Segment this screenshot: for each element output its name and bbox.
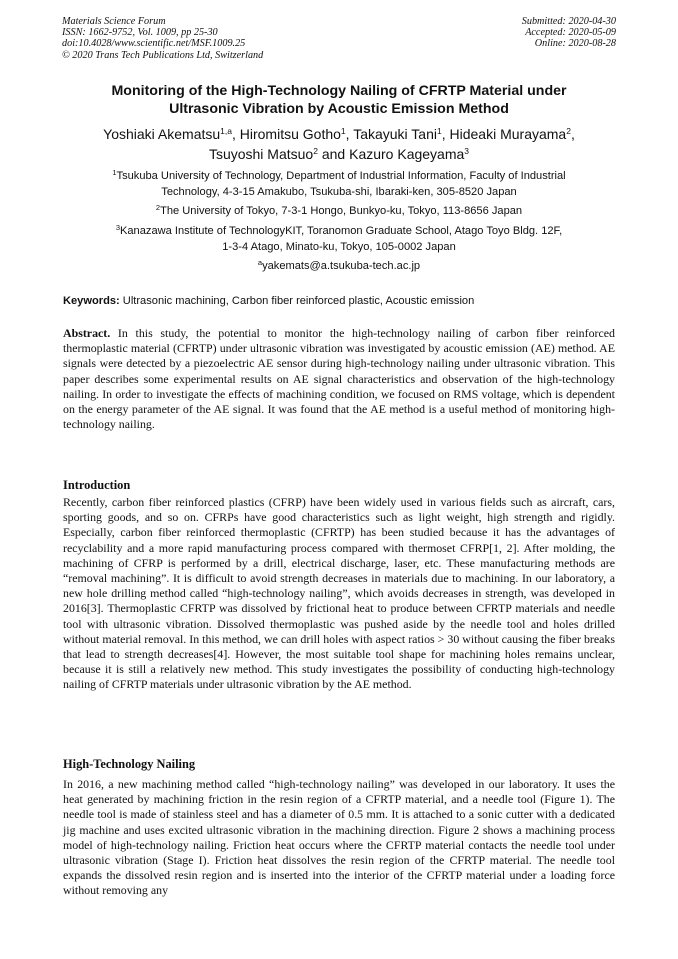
keywords-label: Keywords: xyxy=(63,295,120,307)
section-heading-high-technology-nailing: High-Technology Nailing xyxy=(63,757,196,771)
high-technology-nailing-paragraph: In 2016, a new machining method called “high-technology nailing” was developed in our laboratory. It uses the heat generated by machining friction in the resin region of a CFRTP material, and a needle tool (Figure 1). The needle tool is made of stainless steel and has a diameter of 0.5 mm. It is attached to a sonic cutter with a dedicated jig machine and uses excited ultrasonic vibration in the machining direction. Figure 2 shows a machining process model of high-technology nailing. Friction heat occurs where the CFRTP material contacts the needle tool under ultrasonic vibration (Stage I). Friction heat dissolves the resin region of the CFRTP material. The needle tool expands the dissolved resin region and is inserted into the interior of the CFRTP material under a loading force without removing any xyxy=(63,777,615,898)
keywords xyxy=(63,294,615,309)
title-line-1: Monitoring of the High-Technology Nailing of CFRTP Material under xyxy=(111,83,567,99)
affiliation-1: $^1$Tsukuba University of Technology, Department of Industrial Information, Faculty of Industrial Technology, 4-3-15 Amakubo, Tsukuba-shi, Ibaraki-ken, 305-8520 Japan xyxy=(112,168,566,198)
author-name: Hideaki Murayama xyxy=(449,126,567,142)
author-list: Yoshiaki Akematsu$^{1,a}$, Hiromitsu Gotho$^1$, Takayuki Tani$^1$, Hideaki Murayama$^2$, Tsuyoshi Matsuo$^2$ and Kazuro Kageyama$^3$ xyxy=(103,126,575,162)
journal-header xyxy=(62,16,263,61)
online-date: Online: 2020-08-28 xyxy=(534,38,616,50)
author-affiliation-mark: 2 xyxy=(566,126,571,136)
author-name: Hiromitsu Gotho xyxy=(239,126,341,142)
author-name: Tsuyoshi Matsuo xyxy=(208,146,314,162)
author-affiliation-mark: 1 xyxy=(340,126,346,136)
author-affiliation-mark: 3 xyxy=(464,146,470,156)
abstract xyxy=(63,326,615,432)
section-heading-introduction: Introduction xyxy=(63,478,131,492)
author-affiliation-mark: 2 xyxy=(313,146,318,156)
author-name: Yoshiaki Akematsu xyxy=(103,126,221,142)
email-address: yakemats@a.tsukuba-tech.ac.jp xyxy=(262,260,421,272)
affiliation-3: $^3$Kanazawa Institute of TechnologyKIT, Toranomon Graduate School, Atago Toyo Bldg. 12F, 1-3-4 Atago, Minato-ku, Tokyo, 105-0002 Japan xyxy=(115,223,563,253)
dates-header xyxy=(522,16,616,50)
journal-name: Materials Science Forum xyxy=(62,16,166,27)
author-email: $^a$yakemats@a.tsukuba-tech.ac.jp xyxy=(257,258,421,272)
journal-issn: ISSN: 1662-9752, Vol. 1009, pp 25-30 xyxy=(62,27,218,39)
introduction-paragraph: Recently, carbon fiber reinforced plastics (CFRP) have been widely used in various fields such as aircraft, cars, sporting goods, and so on. CFRPs have good characteristics such as light weight, high strength and rigidly. Especially, carbon fiber reinforced thermoplastic (CFRTP) has been studied because it has the advantages of recyclability and a more rapid manufacturing process compared with thermoset CFRP[1, 2]. After molding, the machining of CFRP is performed by a drill, electrical discharge, laser, etc. These manufacturing methods are “removal machining”. It is difficult to avoid strength decreases in materials due to machining. In our laboratory, a new hole drilling method called “high-technology nailing”, which avoids decreases in strength, was developed in 2016[3]. Thermoplastic CFRTP was dissolved by frictional heat to produce between CFRTP materials and needle tool with ultrasonic vibration. Dissolved thermoplastic was pushed aside by the needle tool and holes drilled without material removal. In this method, we can drill holes with aspect ratios > 30 without causing the fiber breaks that lead to strength decreases[4]. However, the most suitable tool shape for machining holes remains unclear, because it is still a relatively new method. This study investigates the possibility of conducting high-technology nailing of CFRTP materials under ultrasonic vibration by the AE method. xyxy=(63,495,615,692)
abstract-text: In this study, the potential to monitor the high-technology nailing of carbon fiber reinforced thermoplastic material (CFRTP) under ultrasonic vibration was investigated by acoustic emission (AE) method. AE signals were detected by a piezoelectric AE sensor during high-technology nailing under ultrasonic vibration. This paper describes some experimental results on AE signal characteristics and observation of the high-technology nailing. In order to investigate the effects of machining condition, we focused on RMS voltage, which is dependent on the energy parameter of the AE signal. It was found that the AE method is a useful method of monitoring high-technology nailing. xyxy=(63,326,615,432)
abstract-label: Abstract. xyxy=(63,326,111,340)
affiliation-2: $^2$The University of Tokyo, 7-3-1 Hongo, Bunkyo-ku, Tokyo, 113-8656 Japan xyxy=(155,203,523,217)
journal-doi: doi:10.4028/www.scientific.net/MSF.1009.25 xyxy=(62,38,246,50)
keywords-text: Ultrasonic machining, Carbon fiber reinforced plastic, Acoustic emission xyxy=(119,295,475,307)
journal-copyright: © 2020 Trans Tech Publications Ltd, Switzerland xyxy=(62,49,264,61)
author-name: Takayuki Tani xyxy=(353,126,437,142)
author-name: Kazuro Kageyama xyxy=(349,146,465,162)
accepted-date: Accepted: 2020-05-09 xyxy=(525,27,616,39)
title-line-2: Ultrasonic Vibration by Acoustic Emission Method xyxy=(169,101,509,117)
paper-title xyxy=(50,82,628,118)
author-affiliation-mark: 1,a xyxy=(220,126,232,136)
author-affiliation-mark: 1 xyxy=(436,126,442,136)
submitted-date: Submitted: 2020-04-30 xyxy=(521,16,616,27)
